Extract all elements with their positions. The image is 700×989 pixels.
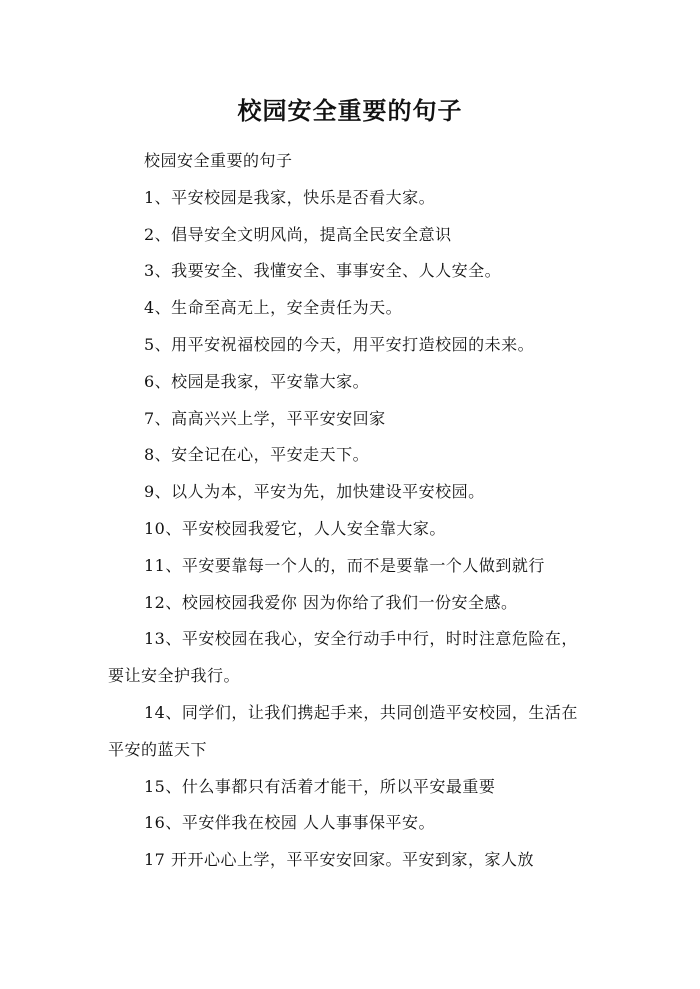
paragraph: 8、安全记在心，平安走天下。 (144, 445, 370, 465)
paragraph: 3、我要安全、我懂安全、事事安全、人人安全。 (144, 261, 502, 281)
document-title: 校园安全重要的句子 (237, 97, 463, 125)
paragraph: 16、平安伴我在校园 人人事事保平安。 (144, 813, 435, 833)
paragraph: 14、同学们，让我们携起手来，共同创造平安校园，生活在平安的蓝天下 (108, 702, 578, 759)
paragraph: 7、高高兴兴上学，平平安安回家 (144, 408, 386, 428)
paragraph: 13、平安校园在我心，安全行动手中行，时时注意危险在，要让安全护我行。 (108, 629, 578, 686)
paragraph: 1、平安校园是我家，快乐是否看大家。 (144, 187, 436, 207)
paragraph: 5、用平安祝福校园的今天，用平安打造校园的未来。 (144, 334, 535, 354)
paragraph: 校园安全重要的句子 (144, 151, 293, 170)
paragraph: 17 开开心心上学，平平安安回家。平安到家，家人放 (144, 850, 534, 870)
paragraph: 9、以人为本，平安为先，加快建设平安校园。 (144, 482, 485, 502)
paragraph: 2、倡导安全文明风尚，提高全民安全意识 (144, 224, 452, 244)
paragraph: 11、平安要靠每一个人的，而不是要靠一个人做到就行 (144, 555, 545, 575)
paragraph: 4、生命至高无上，安全责任为天。 (144, 298, 403, 318)
paragraph: 6、校园是我家，平安靠大家。 (144, 371, 370, 391)
paragraph: 12、校园校园我爱你 因为你给了我们一份安全感。 (144, 592, 518, 612)
paragraph: 10、平安校园我爱它，人人安全靠大家。 (144, 518, 446, 538)
document-body (108, 143, 584, 879)
paragraph: 15、什么事都只有活着才能干，所以平安最重要 (144, 776, 496, 796)
